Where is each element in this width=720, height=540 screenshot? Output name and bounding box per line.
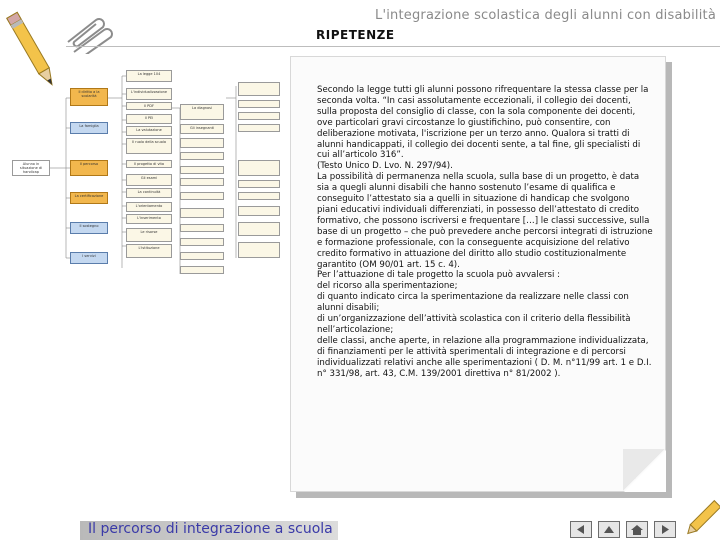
concept-node-small[interactable] xyxy=(180,224,224,232)
concept-node[interactable]: Il PEI xyxy=(126,114,172,124)
concept-node[interactable]: L'orientamento xyxy=(126,202,172,212)
pencil-icon xyxy=(686,498,720,540)
concept-node-small[interactable] xyxy=(180,208,224,218)
concept-node[interactable]: L'inserimento xyxy=(126,214,172,224)
concept-node[interactable]: La certificazione xyxy=(70,192,108,204)
concept-node[interactable]: La famiglia xyxy=(70,122,108,134)
concept-node[interactable]: L'istituzione xyxy=(126,244,172,258)
concept-node[interactable]: Il diritto a la scolarità xyxy=(70,88,108,106)
body-text xyxy=(317,85,653,379)
home-button[interactable] xyxy=(626,521,648,538)
concept-node-small[interactable] xyxy=(238,82,280,96)
page-fold xyxy=(624,450,666,492)
concept-node-small[interactable] xyxy=(180,178,224,186)
concept-node[interactable]: La valutazione xyxy=(126,126,172,136)
concept-node-small[interactable] xyxy=(180,192,224,200)
concept-node-small[interactable] xyxy=(238,192,280,200)
paragraph: di un’organizzazione dell’attività scolastica con il criterio della flessibilità nell’articolazione; xyxy=(317,314,631,335)
paragraph: La possibilità di permanenza nella scuola, sulla base di un progetto, è data sia a quegli alunni disabili che hanno sostenuto l’esame di qualifica e conseguito l’attestato sia a quelli in situazione di handicap che svolgono piani educativi individuali differenziati, in possesso dell’attestato di credito formativo, che possono iscriversi e frequentare […] le classi successive, sulla base di un progetto – che può prevedere anche percorsi integrati di istruzione e formazione professionale, con la conseguente acquisizione del relativo credito formativo in attuazione del diritto allo studio costituzionalmente garantito (OM 90/01 art. 15 c. 4). xyxy=(317,172,653,270)
forward-button[interactable] xyxy=(654,521,676,538)
text-page xyxy=(290,56,666,492)
up-arrow-icon xyxy=(602,524,616,535)
concept-map[interactable] xyxy=(10,68,282,280)
concept-node[interactable]: La continuità xyxy=(126,188,172,198)
section-title: RIPETENZE xyxy=(316,28,395,42)
concept-node-small[interactable] xyxy=(180,252,224,260)
concept-node-small[interactable] xyxy=(180,138,224,148)
concept-node-small[interactable] xyxy=(180,238,224,246)
concept-node[interactable]: La diagnosi xyxy=(180,104,224,120)
concept-node-small[interactable] xyxy=(238,222,280,236)
up-button[interactable] xyxy=(598,521,620,538)
back-button[interactable] xyxy=(570,521,592,538)
paragraph: delle classi, anche aperte, in relazione alla programmazione individualizzata, di finanziamenti per le attività sperimentali di integrazione e di percorsi individualizzati relativi anche alle sperimentazioni ( D. M. n°11/99 art. 1 e D.I. n° 331/98, art. 43, C.M. 139/2001 direttiva n° 81/2002 ). xyxy=(317,335,652,379)
concept-node-small[interactable] xyxy=(238,206,280,216)
concept-node[interactable]: Alunno in situazione di handicap xyxy=(12,160,50,176)
concept-node[interactable]: Il progetto di vita xyxy=(126,160,172,168)
concept-node[interactable]: Il sostegno xyxy=(70,222,108,234)
concept-node[interactable]: L'individualizzazione xyxy=(126,88,172,100)
concept-node-small[interactable] xyxy=(238,180,280,188)
header-divider xyxy=(66,46,720,47)
header-title: L'integrazione scolastica degli alunni con disabilità xyxy=(375,8,716,23)
concept-node[interactable]: Gli insegnanti xyxy=(180,124,224,134)
concept-node-small[interactable] xyxy=(238,100,280,108)
concept-node[interactable]: I servizi xyxy=(70,252,108,264)
forward-arrow-icon xyxy=(658,524,672,535)
concept-node[interactable]: La legge 104 xyxy=(126,70,172,82)
paragraph: (Testo Unico D. Lvo. N. 297/94). xyxy=(317,161,453,172)
concept-node-small[interactable] xyxy=(180,266,224,274)
paragraph: Secondo la legge tutti gli alunni possono rifrequentare la stessa classe per la seconda volta. “In casi assolutamente eccezionali, il collegio dei docenti, sulla proposta del consiglio di classe, con la sola componente dei docenti, ove particolari gravi circostanze lo giustifichino, può consentire, con deliberazione motivata, l'iscrizione per un terzo anno. Qualora si tratti di alunni handicappati, il collegio dei docenti sente, a tal fine, gli specialisti di cui all’articolo 316”. xyxy=(317,85,649,161)
paragraph: Per l’attuazione di tale progetto la scuola può avvalersi : xyxy=(317,270,561,281)
concept-node-small[interactable] xyxy=(238,124,280,132)
concept-node-small[interactable] xyxy=(180,166,224,174)
paragraph: del ricorso alla sperimentazione; xyxy=(317,281,458,292)
paper-clips-icon xyxy=(60,12,118,54)
concept-node-small[interactable] xyxy=(238,112,280,120)
concept-node[interactable]: Il percorso xyxy=(70,160,108,176)
paragraph: di quanto indicato circa la sperimentazione da realizzare nelle classi con alunni disabili; xyxy=(317,292,629,314)
concept-node[interactable]: Il ruolo della scuola xyxy=(126,138,172,154)
footer-label[interactable]: Il percorso di integrazione a scuola xyxy=(88,521,333,537)
concept-node-small[interactable] xyxy=(238,160,280,176)
concept-node[interactable]: Le risorse xyxy=(126,228,172,242)
concept-node-small[interactable] xyxy=(238,242,280,258)
back-arrow-icon xyxy=(574,524,588,535)
concept-node-small[interactable] xyxy=(180,152,224,160)
concept-node[interactable]: Gli esami xyxy=(126,174,172,186)
concept-node[interactable]: Il PDF xyxy=(126,102,172,110)
home-icon xyxy=(630,524,644,536)
